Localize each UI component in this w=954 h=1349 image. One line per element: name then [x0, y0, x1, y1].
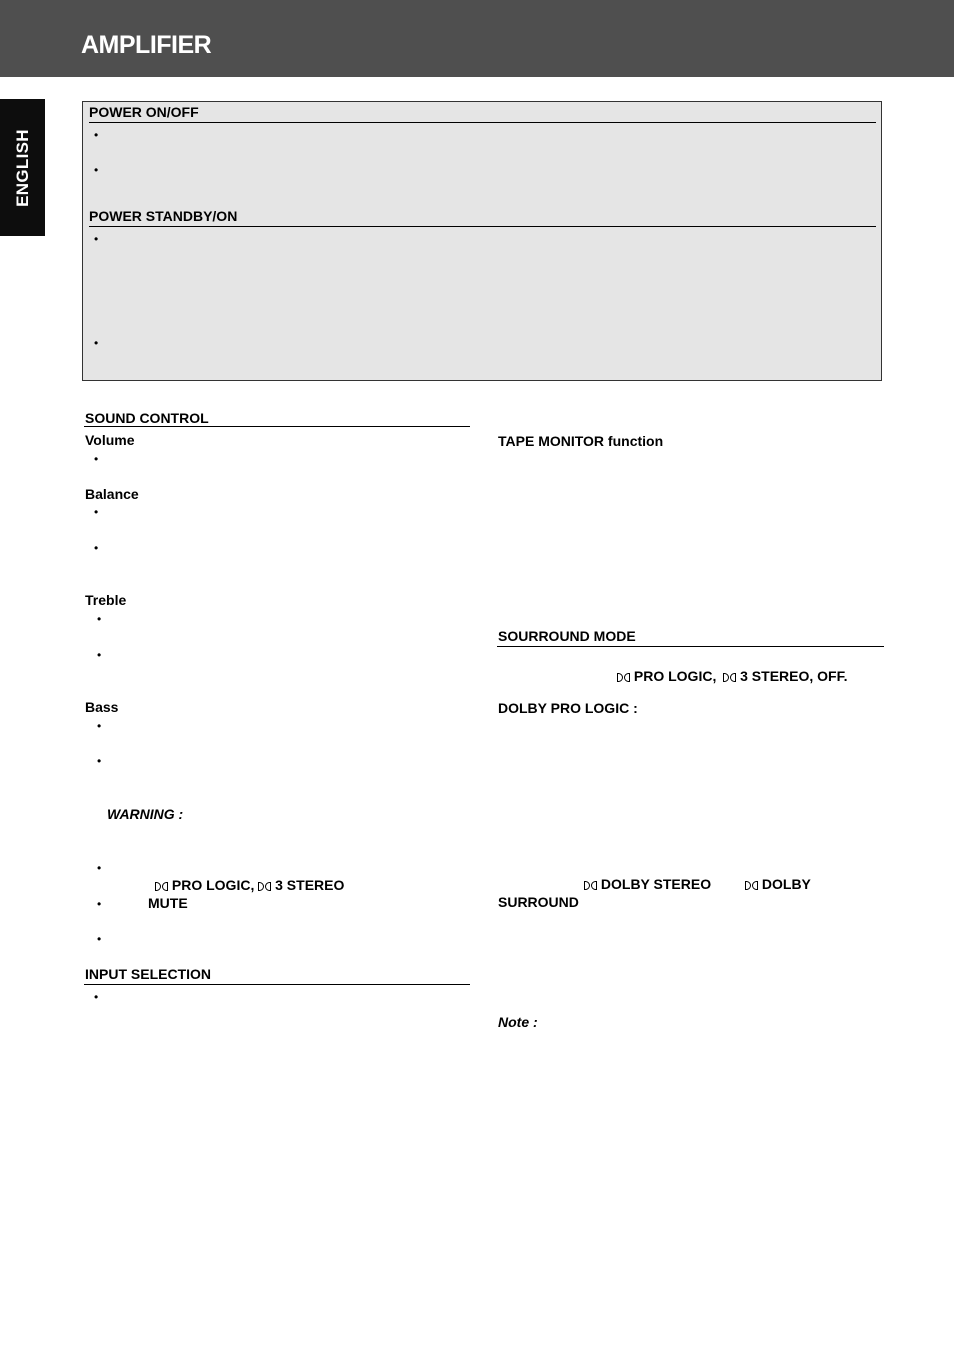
note-label: Note :: [498, 1014, 538, 1030]
dolby-double-d-icon: [745, 878, 758, 892]
balance-heading: Balance: [85, 486, 139, 502]
bullet: •: [94, 505, 99, 519]
dolby-pro-logic-heading: DOLBY PRO LOGIC :: [498, 700, 638, 716]
dolby-stereo-text: DOLBY STEREO: [600, 876, 712, 892]
page-title: AMPLIFIER: [81, 31, 212, 59]
volume-heading: Volume: [85, 432, 135, 448]
dolby-double-d-icon: [584, 878, 597, 892]
dolby-double-d-icon: [723, 670, 736, 684]
mute-text: MUTE: [148, 895, 188, 911]
bullet: •: [94, 163, 99, 177]
pro-logic-text: PRO LOGIC,: [633, 668, 717, 684]
surround-mode-heading: SOURROUND MODE: [498, 628, 636, 644]
power-on-off-heading: POWER ON/OFF: [89, 104, 199, 120]
bass-heading: Bass: [85, 699, 119, 715]
dolby-double-d-icon: [258, 879, 271, 893]
dolby-double-d-icon: [155, 879, 168, 893]
bullet: •: [97, 648, 102, 662]
sound-control-heading: SOUND CONTROL: [85, 410, 209, 426]
power-standby-heading: POWER STANDBY/ON: [89, 208, 238, 224]
language-tab: [0, 99, 45, 236]
bullet: •: [94, 990, 99, 1004]
bullet: •: [97, 932, 102, 946]
bullet: •: [94, 541, 99, 555]
power-info-box: [82, 101, 882, 381]
power-on-off-rule: [89, 122, 876, 123]
bullet: •: [94, 232, 99, 246]
bullet: •: [94, 336, 99, 350]
bullet: •: [94, 452, 99, 466]
bullet: •: [94, 128, 99, 142]
bullet: •: [97, 754, 102, 768]
warning-label: WARNING :: [107, 806, 184, 822]
language-tab-label: ENGLISH: [12, 128, 32, 207]
bullet: •: [97, 719, 102, 733]
bullet: •: [97, 861, 102, 875]
stereo-off-text: 3 STEREO, OFF.: [740, 668, 848, 684]
power-standby-rule: [89, 226, 876, 227]
dolby-text: DOLBY: [761, 876, 811, 892]
pro-logic-text: PRO LOGIC,: [171, 877, 255, 893]
input-selection-heading: INPUT SELECTION: [85, 966, 212, 982]
three-stereo-text: 3 STEREO: [275, 877, 345, 893]
tape-monitor-heading: TAPE MONITOR function: [498, 433, 664, 449]
input-selection-rule: [84, 984, 470, 985]
surround-modes-line: [617, 669, 847, 684]
treble-heading: Treble: [85, 592, 127, 608]
dolby-surround-line: [745, 877, 811, 892]
dolby-stereo-line: [584, 877, 711, 892]
bullet: •: [97, 612, 102, 626]
sound-control-rule: [84, 426, 470, 427]
warning-modes-line: [155, 878, 344, 893]
bullet: •: [97, 897, 102, 911]
surround-text: SURROUND: [498, 894, 579, 910]
dolby-double-d-icon: [617, 670, 630, 684]
surround-mode-rule: [497, 646, 884, 647]
